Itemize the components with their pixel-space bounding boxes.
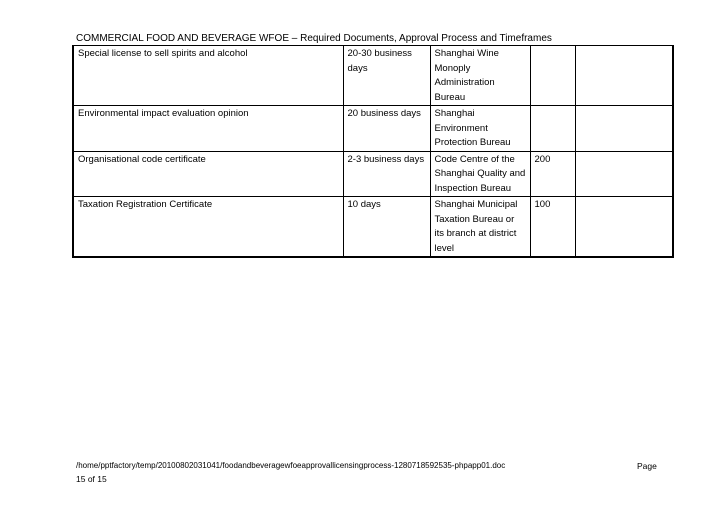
authority-cell: Shanghai Municipal Taxation Bureau or its branch at district level (430, 197, 530, 258)
empty-cell (575, 197, 673, 258)
table-row (73, 151, 673, 197)
timeframe-cell: 10 days (343, 197, 430, 258)
requirements-table (72, 45, 674, 258)
authority-cell: Shanghai Environment Protection Bureau (430, 106, 530, 152)
fee-cell: 100 (530, 197, 575, 258)
page-title: COMMERCIAL FOOD AND BEVERAGE WFOE – Required Documents, Approval Process and Timeframes (76, 33, 552, 44)
authority-cell: Code Centre of the Shanghai Quality and Inspection Bureau (430, 151, 530, 197)
document-cell: Taxation Registration Certificate (73, 197, 343, 258)
fee-cell (530, 106, 575, 152)
document-cell: Organisational code certificate (73, 151, 343, 197)
timeframe-cell: 20-30 business days (343, 46, 430, 106)
fee-cell (530, 46, 575, 106)
fee-cell: 200 (530, 151, 575, 197)
footer-page-count: 15 of 15 (76, 474, 107, 484)
empty-cell (575, 151, 673, 197)
timeframe-cell: 2-3 business days (343, 151, 430, 197)
empty-cell (575, 46, 673, 106)
document-cell: Special license to sell spirits and alcohol (73, 46, 343, 106)
empty-cell (575, 106, 673, 152)
footer-page-label: Page (637, 461, 657, 471)
table-row (73, 106, 673, 152)
timeframe-cell: 20 business days (343, 106, 430, 152)
document-cell: Environmental impact evaluation opinion (73, 106, 343, 152)
footer-file-path: /home/pptfactory/temp/20100802031041/foodandbeveragewfoeapprovallicensingprocess-1280718592535-phpapp01.doc (76, 461, 506, 470)
authority-cell: Shanghai Wine Monoply Administration Bureau (430, 46, 530, 106)
table-row (73, 197, 673, 258)
table-row (73, 46, 673, 106)
